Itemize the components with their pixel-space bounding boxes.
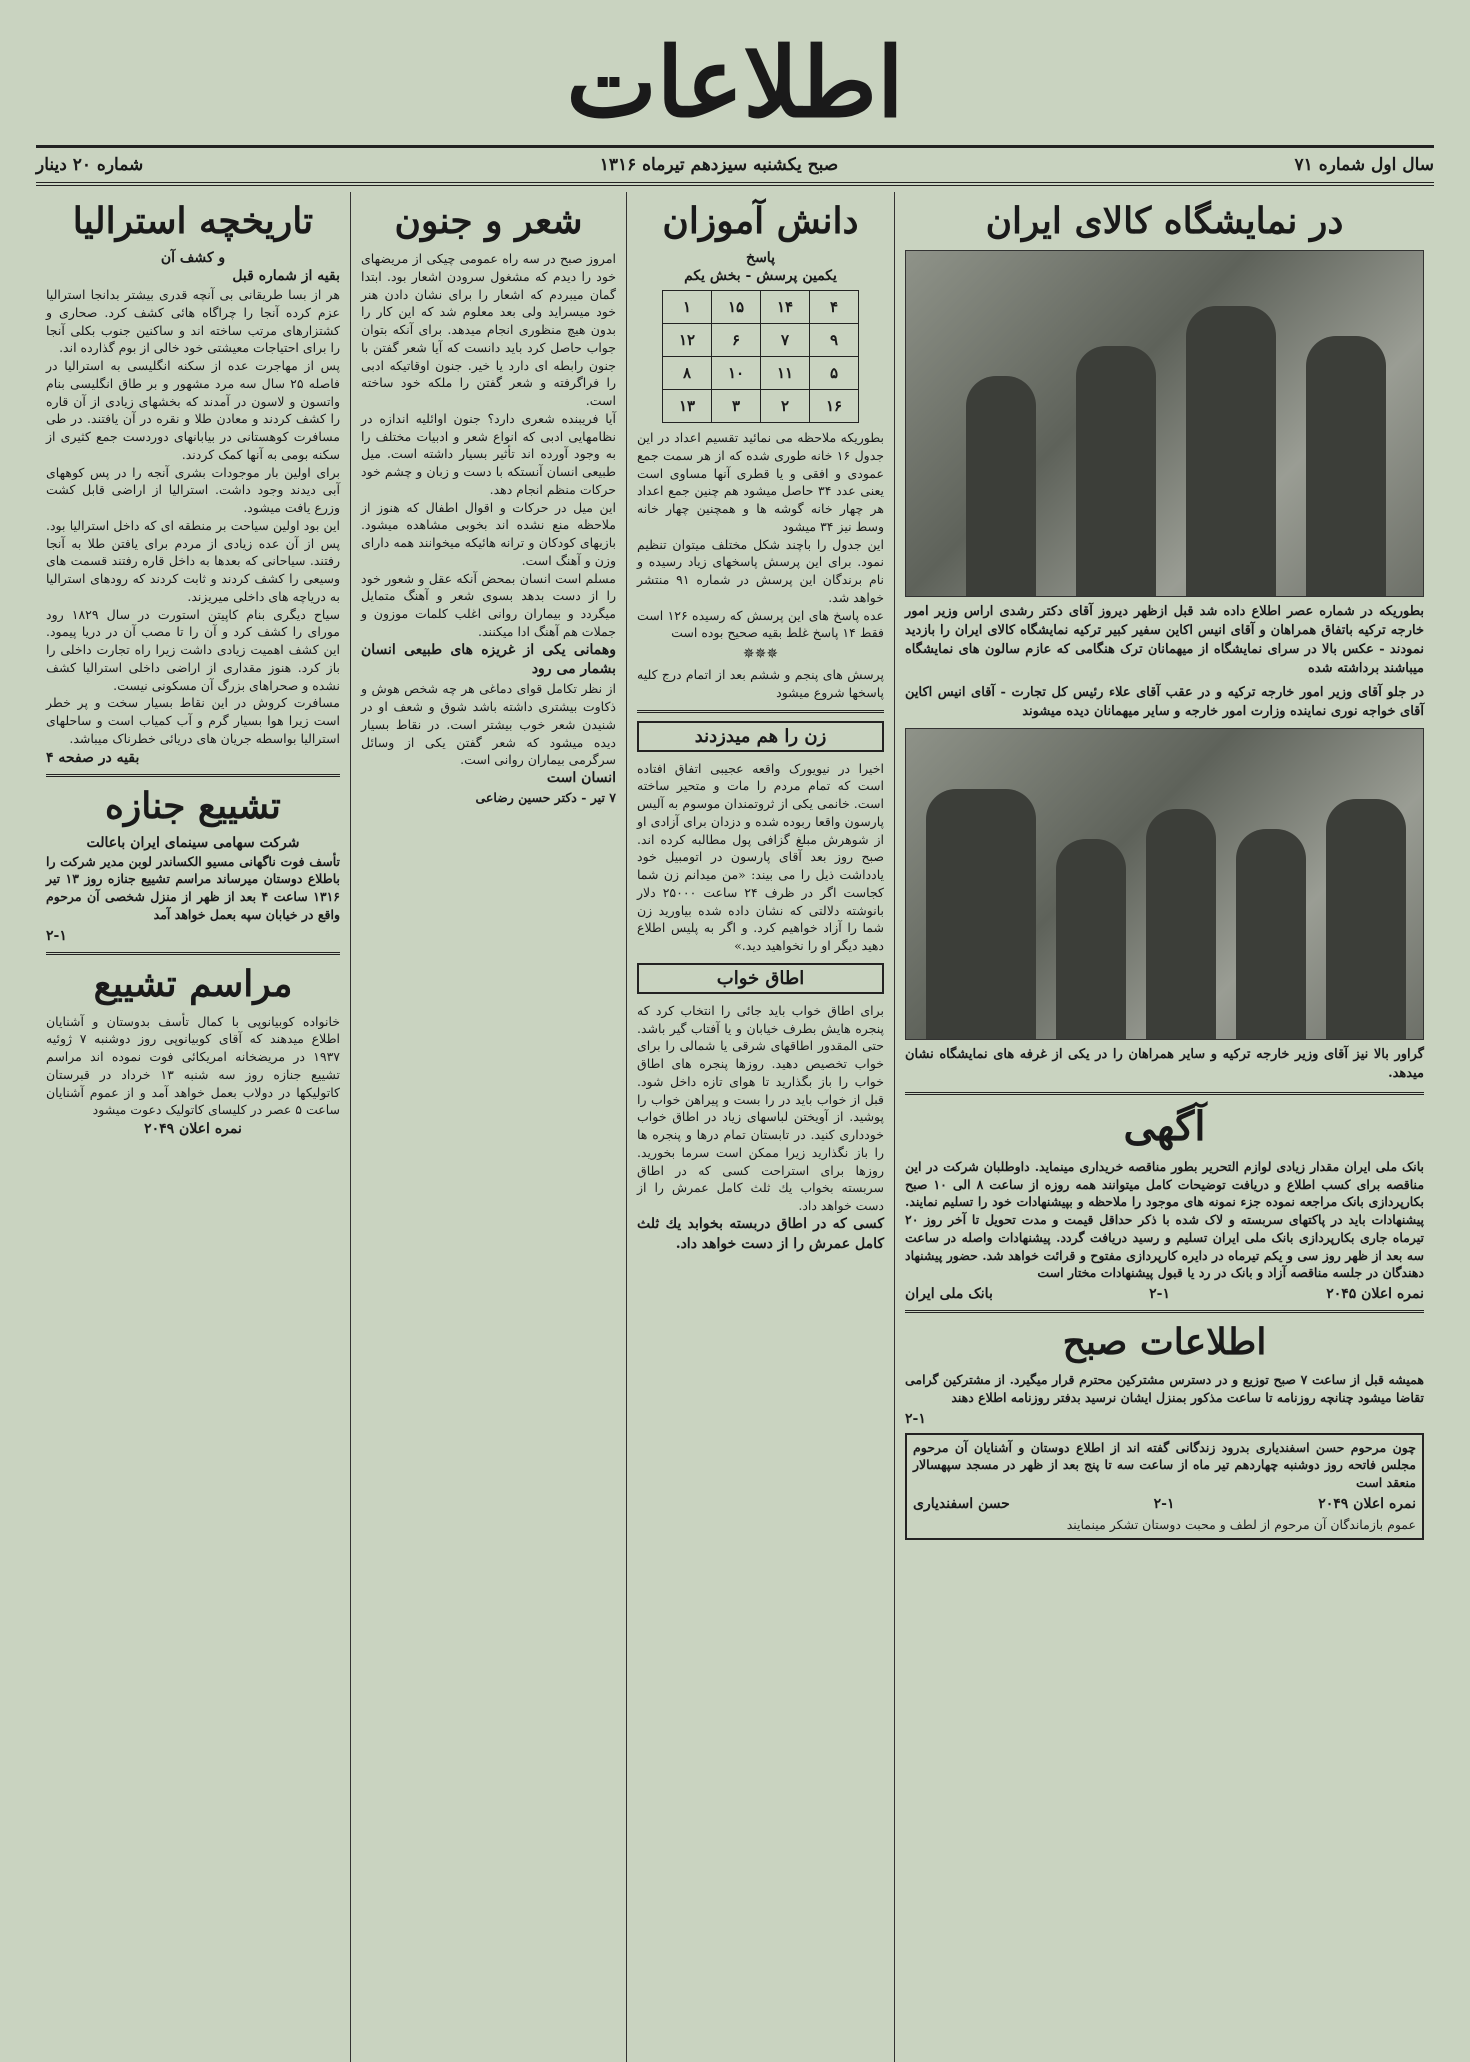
- australia-body-1: هر از بسا طریقانی بی آنچه قدری بیشتر بدانجا استرالیا عزم کرده آنجا را چراگاه هائی کشف کرد. صحاری و کشتزارهای مرتب ساخته اند و ساکنین جنوب بکلی آنجا را برای احتیاجات معیشتی خود خالی از بوم گذارده اند.: [46, 287, 340, 356]
- exhibition-photo-1: [905, 250, 1424, 597]
- memorial-notice: [905, 1433, 1424, 1540]
- morning-body: همیشه قبل از ساعت ۷ صبح توزیع و در دسترس مشترکین محترم قرار میگیرد. از مشترکین گرامی تقاضا میشود چنانچه روزنامه تا ساعت مذکور بمنزل ایشان نرسید بدفتر روزنامه اطلاع دهند: [905, 1372, 1424, 1405]
- magic-square-cell: ۱۱: [761, 357, 810, 390]
- stars-divider: ✵✵✵: [742, 646, 779, 662]
- magic-square-cell: ۶: [712, 324, 761, 357]
- poetry-signature: [361, 789, 616, 807]
- australia-headline: تاریخچه استرالیا: [72, 200, 314, 242]
- ceremony-body: خانواده کوبیانوپی با کمال تأسف بدوستان و آشنایان اطلاع میدهند که آقای کوبیانوپی روز دوشنبه ۷ ژوئیه ۱۹۳۷ در مریضخانه امریکائی فوت نموده اند مراسم تشییع جنازه روز سه شنبه ۱۳ خرداد در قبرستان کاتولیکها در دولاب بعمل خواهد آمد و از عموم آشنایان ساعت ۵ عصر در کلیسای کاتولیک دعوت میشود: [46, 1013, 340, 1118]
- australia-subtitle: و کشف آن: [160, 250, 226, 266]
- ad-body: بانک ملی ایران مقدار زیادی لوازم التحریر بطور مناقصه خریداری مینماید. داوطلبان شرکت در این مناقصه برای کسب اطلاع و دریافت توضیحات کامل میتوانند همه روزه از ساعت ۸ الی ۱۰ صبح بکارپردازی بانک مراجعه نموده جزء نمونه های موجود را ملاحظه و بپیشنهادات خود را تسلیم نمایند. پیشنهادات باید در پاکتهای سربسته و لاک شده با ذکر حداقل قیمت و مدت تحویل تا آخر روز ۲۰ تیرماه جاری بکارپردازی بانک ملی ایران تسلیم و رسید دریافت گردد. پیشنهادات واصله در ساعت سه بعد از ظهر روز سی و یکم تیرماه در دایره کارپردازی مفتوح و قرائت خواهد شد. حضور پیشنهاد دهندگان در جلسه مناقصه آزاد و بانک در رد یا قبول پیشنهادات مختار است: [905, 1158, 1425, 1281]
- magic-square-cell: ۱۶: [810, 390, 859, 423]
- poetry-body-5: از نظر تکامل قوای دماغی هر چه شخص هوش و ذکاوت بیشتری داشته باشد شوق و شعف او در شنیدن شعر خوب بیشتر است. در نقاط بسیار دیده میشود که شعر گفتن یکی از وسائل سرگرمی بیماران روانی است.: [361, 681, 616, 768]
- funeral-parts: ۲-۱: [46, 927, 67, 944]
- ad-ref: نمره اعلان ۲۰۴۵: [1326, 1286, 1424, 1302]
- poetry-bold-2: انسان است: [546, 770, 616, 786]
- poetry-headline: شعر و جنون: [394, 200, 583, 242]
- magic-square-cell: ۴: [810, 291, 859, 324]
- students-text-4: پرسش های پنجم و ششم بعد از اتمام درج کلیه پاسخها شروع میشود: [637, 667, 884, 700]
- magic-square-cell: ۱۴: [761, 291, 810, 324]
- australia-body-2: پس از مهاجرت عده از سکنه انگلیسی به استرالیا در فاصله ۲۵ سال سه مرد مشهور و بر طاق انگلیسی بنام واتسون و لاسون در آمدند که بخشهای زیادی از آن قاره را کشف کردند و معادن طلا و نقره در آن یافتند. در طی مسافرت کوهستانی در بیابانهای دوردست جمع کثیری از سکنه بومی به آنها کمک کردند.: [46, 358, 340, 462]
- magic-square-cell: ۱۵: [712, 291, 761, 324]
- bedroom-closing: کسی که در اطاق دربسته بخوابد یك ثلث کامل عمرش را از دست خواهد داد.: [637, 1215, 884, 1252]
- exhibition-caption-1: بطوریکه در شماره عصر اطلاع داده شد قبل ازظهر دیروز آقای دکتر رشدی اراس وزیر امور خارجه ترکیه باتفاق همراهان و آقای انیس اکاین سفیر کبیر ترکیه نمایشگاه کالای ایران را بازدید نمودند - عکس بالا در سرای نمایشگاه از میهمانان ترک هنگامی که عازم سالون های نمایشگاه میباشند برداشته شده: [905, 604, 1424, 676]
- australia-body-6: مسافرت کروش در این نقاط بسیار سخت و پر خطر است زیرا هوا بسیار گرم و آب کمیاب است و ساحلهای استرالیا بواسطه جریان های دریائی خطرناک میباشد.: [46, 695, 340, 746]
- students-headline: دانش آموزان: [662, 200, 859, 242]
- exhibition-caption-2: در جلو آقای وزیر امور خارجه ترکیه و در عقب آقای علاء رئیس کل تجارت - آقای انیس اکاین آقای خواجه نوری نماینده وزارت امور خارجه و سایر میهمانان دیده میشوند: [905, 685, 1424, 720]
- column-australia: [36, 192, 350, 2062]
- poetry-signer-prefix: ۷ تیر -: [581, 789, 616, 805]
- bedroom-body: برای اطاق خواب باید جائی را انتخاب کرد که پنجره هایش بطرف خیابان و یا آفتاب گیر باشد. حتی المقدور اطاقهای شرقی یا شمالی را برای خواب تخصیص دهید. روزها پنجره های اطاق خواب را باز بگذارید تا هوای تازه داخل شود. قبل از خواب باید در را بست و پیراهن خواب را پوشید. از آویختن لباسهای زیاد در اطاق خواب خودداری کنید. در تابستان تمام درها و پنجره ها را باز نگذارید زیرا ممکن است سرما بخورید. روزها برای استراحت کسی که در اطاق سربسته بخواب یك ثلث کامل عمرش را از دست خواهد داد.: [637, 1002, 884, 1213]
- ad-parts: ۲-۱: [1149, 1286, 1170, 1302]
- poetry-bold-1: وهمانی یکی از غریزه های طبیعی انسان بشمار می رود: [361, 641, 616, 678]
- magic-square-cell: ۹: [810, 324, 859, 357]
- australia-cont-from: بقیه از شماره قبل: [232, 268, 340, 284]
- students-text-3: عده پاسخ های این پرسش که رسیده ۱۲۶ است فقط ۱۴ پاسخ غلط بقیه صحیح بوده است: [637, 607, 884, 641]
- issue-date: صبح یکشنبه سیزدهم تیرماه ۱۳۱۶: [599, 155, 839, 175]
- australia-body-4: این بود اولین سیاحت بر منطقه ای که داخل استرالیا بود. پس از آن عده زیادی از مردم برای یافتن طلا به آنجا رفتند. سیاحانی که بعدها به داخل قاره رفتند قسمت های وسیعی را کشف کردند و ثابت کردند که رودهای استرالیا به دریاچه های داخلی میریزند.: [46, 517, 340, 604]
- magic-square-cell: ۵: [810, 357, 859, 390]
- morning-title: اطلاعات صبح: [1062, 1321, 1267, 1363]
- column-poetry: [350, 192, 626, 2062]
- ceremony-title: مراسم تشییع: [93, 962, 293, 1005]
- magic-square: [662, 290, 859, 423]
- magic-square-cell: ۱: [663, 291, 712, 324]
- magic-square-cell: ۱۰: [712, 357, 761, 390]
- ad-signer: بانک ملی ایران: [905, 1286, 993, 1302]
- notice-body: چون مرحوم حسن اسفندیاری بدرود زندگانی گفته اند از اطلاع دوستان و آشنایان آن مرحوم مجلس فاتحه روز دوشنبه چهاردهم تیر ماه از ساعت سه تا پنج بعد از ظهر در مسجد سپهسالار منعقد است: [913, 1439, 1416, 1490]
- students-text-1: بطوریکه ملاحظه می نمائید تقسیم اعداد در این جدول ۱۶ خانه طوری شده که از هر سمت جمع عمودی و افقی و یا قطری آنها مساوی است یعنی عدد ۳۴ حاصل میشود هم چنین جمع اعداد هر چهار خانه گوشه ها و همچنین چهار خانه وسط نیز ۳۴ میشود: [637, 430, 885, 534]
- masthead: [36, 20, 1434, 145]
- australia-body-3: برای اولین بار موجودات بشری آنجه را در پس کوههای آبی دیدند وجود داشت. استرالیا از اراضی قابل کشت وزرع یافت میشود.: [46, 464, 340, 515]
- funeral-company: شرکت سهامی سینمای ایران باعالت: [86, 834, 300, 851]
- poetry-signer: دکتر حسین رضاعی: [475, 789, 577, 805]
- poetry-body-3: این میل در حرکات و اقوال اطفال که هنوز از ملاحظه منع نشده اند بخوبی مشاهده میشود. بازیهای کودکان و ترانه هائیکه میخوانند همه دارای وزن و آهنگ است.: [361, 499, 616, 568]
- dateline: [36, 148, 1434, 186]
- magic-square-cell: ۱۲: [663, 324, 712, 357]
- bedroom-title: اطاق خواب: [637, 963, 884, 994]
- students-answer-sub: یکمین پرسش - بخش یکم: [684, 268, 837, 284]
- issue-price: شماره ۲۰ دینار: [36, 155, 144, 175]
- poetry-body-2: آیا فریبنده شعری دارد؟ جنون اوائلیه اندازه در نظامهایی ادبی که انواع شعر و ادبیات مختلف را به وجود آورده اند تأثیر بسیار داشته است. میل طبیعی انسان آنستکه با دست و زبان و چشم خود حرکات منظم انجام دهد.: [361, 410, 616, 497]
- exhibition-photo-2: [905, 728, 1424, 1040]
- newspaper-title: اطلاعات: [566, 26, 904, 139]
- australia-body-5: سیاح دیگری بنام کاپیتن استورت در سال ۱۸۲۹ رود مورای را کشف کرد و آن را تا مصب آن در دریا پیمود. این کشف اهمیت زیادی داشت زیرا راه تجارت داخلی را باز کرد. هنوز مقداری از اراضی داخلی استرالیا کشف نشده و صحراهای بزرگ آن مسکونی نیست.: [46, 606, 340, 693]
- issue-number: سال اول شماره ۷۱: [1294, 155, 1434, 175]
- poetry-body-4: مسلم است انسان بمحض آنکه عقل و شعور خود را از دست بدهد بسوی شعر و آهنگ متمایل میگردد و بیماران روانی اغلب کلمات موزون و جملات هم آهنگ ادا میکنند.: [361, 570, 616, 639]
- ad-title: آگهی: [1123, 1102, 1206, 1150]
- funeral-body: تأسف فوت ناگهانی مسیو الکساندر لوبن مدیر شرکت را باطلاع دوستان میرساند مراسم تشییع جنازه روز ۱۳ تیر ۱۳۱۶ ساعت ۴ بعد از ظهر از منزل شخصی آن مرحوم واقع در خیابان سپه بعمل خواهد آمد: [46, 853, 341, 922]
- australia-cont-to: بقیه در صفحه ۴: [46, 749, 140, 766]
- students-text-2: این جدول را باچند شکل مختلف میتوان تنظیم نمود. برای این پرسش پاسخهای زیاد رسیده و نام برندگان این پرسش در شماره ۹۱ منتشر خواهد شد.: [637, 536, 884, 605]
- column-exhibition: [894, 192, 1434, 2062]
- notice-thanks: عموم بازماندگان آن مرحوم از لطف و محبت دوستان تشکر مینمایند: [1066, 1516, 1416, 1532]
- column-students: [626, 192, 894, 2062]
- wife-story-title: زن را هم میدزدند: [637, 721, 884, 752]
- notice-parts: ۲-۱: [1153, 1495, 1175, 1512]
- funeral-title: تشییع جنازه: [105, 784, 281, 827]
- exhibition-headline: در نمایشگاه کالای ایران: [985, 200, 1344, 242]
- wife-story-body: اخیرا در نیویورک واقعه عجیبی اتفاق افتاده است که تمام مردم را مات و متحیر ساخته است. خانمی یکی از ثروتمندان موسوم به آلیس پارسون واقعا ربوده شده و دزدان برای آزادی او از شوهرش مبلغ گزافی پول مطالبه کرده اند. صبح روز بعد آقای پارسون در اتومبیل خود یادداشت ذیل را می بیند: «من میدانم زن شما کجاست اگر در ظرف ۲۴ ساعت ۲۵۰۰۰ دلار بانوشته دلالتی که نشان داده شده بیاورید زن شما را آزاد خواهیم کرد. و اگر به پلیس اطلاع دهید دیگر او را نخواهید دید.»: [637, 760, 884, 953]
- notice-ref: نمره اعلان ۲۰۴۹: [1318, 1495, 1416, 1512]
- magic-square-cell: ۲: [761, 390, 810, 423]
- poetry-body-1: امروز صبح در سه راه عمومی چیکی از مریضهای خود را دیدم که مشغول سرودن اشعار بود. ابتدا گمان میبردم که اشعار را برای نشان دادن هنر خود میسراید ولی بعد معلوم شد که این کار را بدون هیچ منظوری انجام میدهد. برای آنکه بتوان جواب حاصل کرد باید دانست که آیا شعر گفتن با جنون رابطه ای دارد یا خیر. جنون اوقاتیکه ادبی را فراگرفته و شعر گفتن را ملکه خود ساخته است.: [361, 251, 616, 408]
- magic-square-cell: ۷: [761, 324, 810, 357]
- morning-parts: ۲-۱: [905, 1410, 926, 1427]
- students-answer-label: پاسخ: [746, 250, 775, 266]
- ad-footer: [905, 1286, 1424, 1302]
- notice-signer: حسن اسفندیاری: [913, 1495, 1010, 1512]
- magic-square-cell: ۱۳: [663, 390, 712, 423]
- exhibition-caption-3: گراور بالا نیز آقای وزیر خارجه ترکیه و سایر همراهان را در یکی از غرفه های نمایشگاه نشان میدهد.: [905, 1047, 1424, 1081]
- ceremony-ref: نمره اعلان ۲۰۴۹: [144, 1121, 242, 1137]
- magic-square-cell: ۸: [663, 357, 712, 390]
- magic-square-cell: ۳: [712, 390, 761, 423]
